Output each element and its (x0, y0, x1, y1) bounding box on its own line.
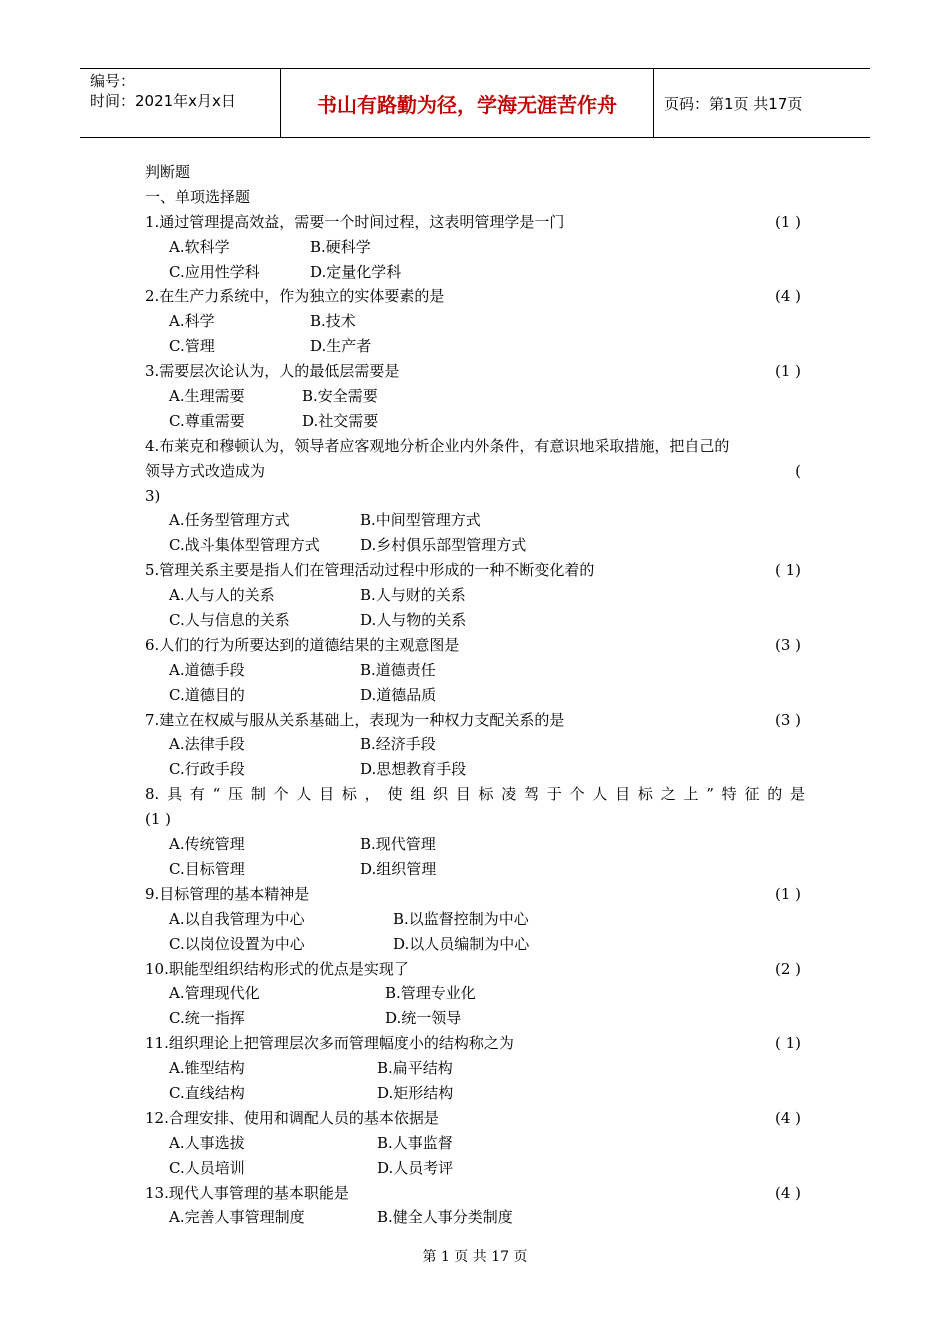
question-text: 4.布莱克和穆顿认为，领导者应客观地分析企业内外条件，有意识地采取措施，把自己的 (145, 436, 730, 455)
question-text: 10.职能型组织结构形式的优点是实现了 (145, 959, 409, 978)
option-row (145, 907, 805, 932)
question-answer: (1 ) (774, 362, 801, 381)
question-answer: ( 1) (774, 561, 801, 580)
option-row (145, 658, 805, 683)
question-text: 12.合理安排、使用和调配人员的基本依据是 (145, 1108, 439, 1127)
option-b: B.安全需要 (302, 387, 378, 406)
question-stem (145, 558, 805, 583)
option-row (145, 683, 805, 708)
option-b: B.以监督控制为中心 (393, 909, 529, 928)
option-a: A.传统管理 (169, 835, 245, 854)
option-a: A.人事选拔 (169, 1133, 245, 1152)
option-row (145, 932, 805, 957)
question-text: 1.通过管理提高效益，需要一个时间过程，这表明管理学是一门 (145, 212, 565, 231)
option-a: A.人与人的关系 (169, 586, 275, 605)
header-page-info: 页码：第1页 共17页 (664, 94, 803, 113)
document-body (145, 160, 805, 1230)
option-b: B.硬科学 (310, 237, 371, 256)
option-d: D.人员考评 (377, 1158, 454, 1177)
option-row (145, 757, 805, 782)
question-stem (145, 957, 805, 982)
question-stem (145, 210, 805, 235)
question-stem (145, 633, 805, 658)
number-label: 编号： (90, 72, 136, 90)
option-d: D.社交需要 (302, 411, 379, 430)
option-c: C.人与信息的关系 (169, 611, 290, 630)
option-c: C.尊重需要 (169, 411, 245, 430)
question-stem (145, 1106, 805, 1131)
question-text: 13.现代人事管理的基本职能是 (145, 1183, 349, 1202)
option-a: A.以自我管理为中心 (169, 909, 305, 928)
header-meta (80, 69, 281, 137)
option-b: B.道德责任 (360, 660, 436, 679)
option-row (145, 235, 805, 260)
option-c: C.统一指挥 (169, 1009, 245, 1028)
option-row (145, 533, 805, 558)
question-stem (145, 1031, 805, 1056)
option-c: C.行政手段 (169, 760, 245, 779)
option-row (145, 583, 805, 608)
option-a: A.完善人事管理制度 (169, 1208, 305, 1227)
question-text: 7.建立在权威与服从关系基础上，表现为一种权力支配关系的是 (145, 710, 565, 729)
option-a: A.管理现代化 (169, 984, 260, 1003)
question-stem-continued (145, 459, 805, 484)
time-label: 时间：2021年x月x日 (90, 92, 236, 110)
option-d: D.人与物的关系 (360, 611, 467, 630)
option-row (145, 309, 805, 334)
option-c: C.直线结构 (169, 1083, 245, 1102)
section-heading: 一、单项选择题 (145, 187, 251, 206)
question-text: 11.组织理论上把管理层次多而管理幅度小的结构称之为 (145, 1034, 514, 1053)
option-d: D.矩形结构 (377, 1083, 454, 1102)
option-c: C.目标管理 (169, 859, 245, 878)
option-d: D.定量化学科 (310, 262, 402, 281)
question-stem (145, 284, 805, 309)
option-row (145, 1056, 805, 1081)
option-d: D.思想教育手段 (360, 760, 467, 779)
option-d: D.道德品质 (360, 685, 437, 704)
option-row (145, 1205, 805, 1230)
page-header (80, 68, 870, 138)
question-answer: ( 1) (774, 1034, 801, 1053)
option-d: D.生产者 (310, 337, 372, 356)
option-row (145, 1156, 805, 1181)
question-text: 9.目标管理的基本精神是 (145, 884, 310, 903)
header-motto: 书山有路勤为径，学海无涯苦作舟 (281, 69, 654, 137)
doc-title: 判断题 (145, 163, 191, 181)
option-b: B.健全人事分类制度 (377, 1208, 513, 1227)
question-answer: (3 ) (774, 635, 801, 654)
question-stem (145, 434, 805, 459)
option-row (145, 981, 805, 1006)
option-row (145, 832, 805, 857)
question-answer: (4 ) (774, 287, 801, 306)
question-stem (145, 1181, 805, 1206)
option-a: A.法律手段 (169, 735, 245, 754)
option-row (145, 1006, 805, 1031)
option-a: A.软科学 (169, 237, 230, 256)
option-row (145, 260, 805, 285)
option-b: B.人与财的关系 (360, 586, 466, 605)
question-answer-paren: ( (795, 461, 801, 480)
option-d: D.组织管理 (360, 859, 437, 878)
question-answer: (4 ) (774, 1108, 801, 1127)
option-a: A.生理需要 (169, 387, 245, 406)
option-row (145, 1081, 805, 1106)
option-b: B.人事监督 (377, 1133, 453, 1152)
option-d: D.统一领导 (385, 1009, 462, 1028)
question-text: 5.管理关系主要是指人们在管理活动过程中形成的一种不断变化着的 (145, 561, 595, 580)
option-b: B.管理专业化 (385, 984, 476, 1003)
option-a: A.任务型管理方式 (169, 511, 290, 530)
question-answer: 3) (145, 486, 161, 505)
option-d: D.以人员编制为中心 (393, 934, 530, 953)
question-answer: (1 ) (774, 884, 801, 903)
option-d: D.乡村俱乐部型管理方式 (360, 536, 527, 555)
question-text: 3.需要层次论认为，人的最低层需要是 (145, 362, 400, 381)
option-a: A.道德手段 (169, 660, 245, 679)
option-c: C.管理 (169, 337, 215, 356)
option-b: B.技术 (310, 312, 356, 331)
question-stem (145, 882, 805, 907)
question-text: 6.人们的行为所要达到的道德结果的主观意图是 (145, 635, 460, 654)
option-row (145, 1131, 805, 1156)
question-text-2: 领导方式改造成为 (145, 461, 266, 480)
question-stem: 8.具有“压制个人目标，使组织目标凌驾于个人目标之上”特征的是 (145, 785, 805, 804)
option-row (145, 334, 805, 359)
option-row (145, 732, 805, 757)
option-row (145, 508, 805, 533)
question-answer: (4 ) (774, 1183, 801, 1202)
option-a: A.科学 (169, 312, 215, 331)
option-row (145, 608, 805, 633)
option-c: C.应用性学科 (169, 262, 260, 281)
question-answer: (1 ) (145, 810, 172, 829)
option-c: C.道德目的 (169, 685, 245, 704)
option-c: C.战斗集体型管理方式 (169, 536, 320, 555)
option-b: B.扁平结构 (377, 1059, 453, 1078)
question-text: 2.在生产力系统中，作为独立的实体要素的是 (145, 287, 445, 306)
page-footer: 第 1 页 共 17 页 (422, 1249, 528, 1265)
question-answer: (1 ) (774, 212, 801, 231)
option-b: B.现代管理 (360, 835, 436, 854)
question-answer: (2 ) (774, 959, 801, 978)
option-a: A.锥型结构 (169, 1059, 245, 1078)
option-b: B.经济手段 (360, 735, 436, 754)
option-c: C.以岗位设置为中心 (169, 934, 305, 953)
question-answer: (3 ) (774, 710, 801, 729)
question-stem (145, 708, 805, 733)
option-row (145, 409, 805, 434)
option-b: B.中间型管理方式 (360, 511, 481, 530)
option-c: C.人员培训 (169, 1158, 245, 1177)
option-row (145, 857, 805, 882)
option-row (145, 384, 805, 409)
question-stem (145, 359, 805, 384)
